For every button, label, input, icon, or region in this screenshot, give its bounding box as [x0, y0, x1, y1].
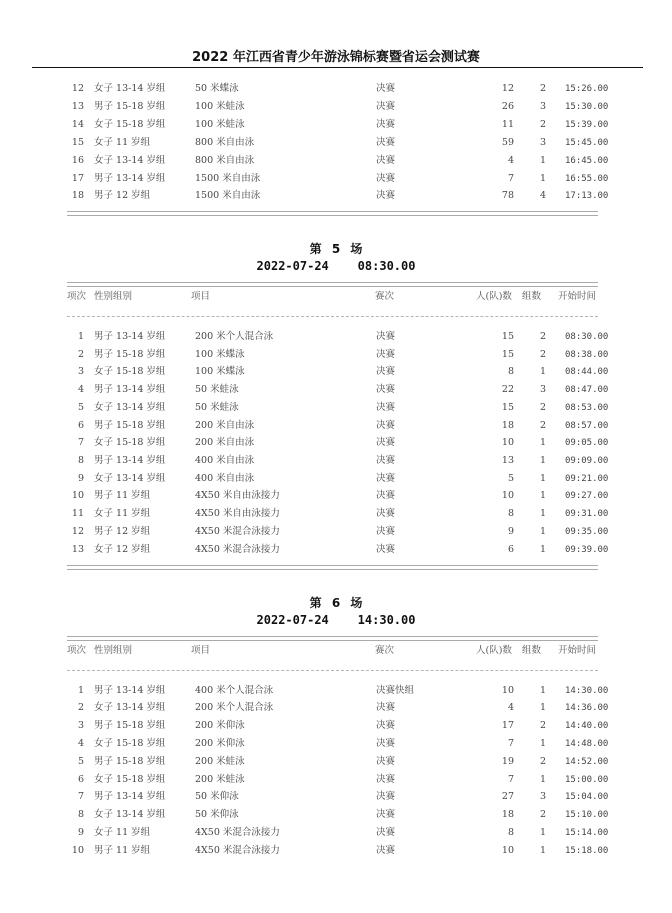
cell-event: 50 米蛙泳 — [195, 384, 239, 395]
table-row — [0, 346, 672, 364]
table-row — [0, 328, 672, 346]
cell-event: 4X50 米混合泳接力 — [195, 544, 280, 555]
cell-no: 17 — [71, 173, 84, 184]
cell-time: 08:44.00 — [565, 367, 609, 377]
cell-event: 50 米蝶泳 — [195, 83, 239, 94]
cell-group: 女子 15-18 岁组 — [94, 119, 166, 130]
cell-round: 决赛 — [376, 402, 396, 413]
section-separator — [67, 565, 598, 570]
cell-count: 17 — [501, 720, 514, 731]
cell-group: 女子 13-14 岁组 — [94, 473, 166, 484]
cell-count: 27 — [501, 791, 514, 802]
cell-round: 决赛 — [376, 101, 396, 112]
cell-no: 6 — [77, 420, 84, 431]
cell-no: 15 — [71, 137, 84, 148]
cell-time: 16:45.00 — [565, 156, 609, 166]
cell-event: 200 米个人混合泳 — [195, 702, 274, 713]
cell-event: 200 米仰泳 — [195, 720, 245, 731]
cell-group: 女子 13-14 岁组 — [94, 809, 166, 820]
table-row — [0, 771, 672, 789]
title-rule — [32, 67, 643, 68]
cell-no: 12 — [71, 83, 84, 94]
cell-count: 78 — [501, 190, 514, 201]
cell-heats: 1 — [539, 827, 546, 838]
table-row — [0, 98, 672, 116]
cell-no: 2 — [77, 349, 84, 360]
col-no: 项次 — [67, 291, 87, 302]
cell-event: 200 米蛙泳 — [195, 774, 245, 785]
cell-round: 决赛 — [376, 190, 396, 201]
col-count: 人(队)数 — [476, 291, 512, 302]
table-row — [0, 788, 672, 806]
cell-no: 5 — [77, 402, 84, 413]
cell-group: 女子 11 岁组 — [94, 508, 151, 519]
cell-group: 女子 12 岁组 — [94, 544, 151, 555]
session-date: 2022-07-24 — [256, 613, 329, 627]
cell-time: 15:26.00 — [565, 84, 609, 94]
cell-heats: 1 — [539, 437, 546, 448]
cell-heats: 3 — [539, 101, 546, 112]
cell-round: 决赛 — [376, 420, 396, 431]
cell-heats: 4 — [539, 190, 546, 201]
cell-group: 女子 13-14 岁组 — [94, 155, 166, 166]
cell-event: 50 米仰泳 — [195, 791, 239, 802]
cell-group: 男子 15-18 岁组 — [94, 756, 166, 767]
cell-no: 13 — [71, 101, 84, 112]
cell-count: 15 — [501, 402, 514, 413]
cell-event: 800 米自由泳 — [195, 155, 255, 166]
cell-no: 9 — [77, 473, 84, 484]
table-row — [0, 116, 672, 134]
cell-count: 9 — [507, 526, 514, 537]
cell-round: 决赛 — [376, 366, 396, 377]
cell-count: 10 — [501, 685, 514, 696]
col-time: 开始时间 — [558, 291, 597, 302]
cell-round: 决赛 — [376, 173, 396, 184]
table-row — [0, 452, 672, 470]
cell-group: 女子 15-18 岁组 — [94, 366, 166, 377]
cell-no: 13 — [71, 544, 84, 555]
cell-group: 男子 13-14 岁组 — [94, 685, 166, 696]
cell-round: 决赛 — [376, 845, 396, 856]
cell-heats: 3 — [539, 791, 546, 802]
cell-no: 7 — [77, 791, 84, 802]
cell-time: 09:21.00 — [565, 474, 609, 484]
session-start-time: 08:30.00 — [357, 259, 416, 273]
cell-event: 100 米蛙泳 — [195, 119, 245, 130]
table-row — [0, 434, 672, 452]
cell-no: 1 — [77, 685, 84, 696]
cell-round: 决赛 — [376, 702, 396, 713]
cell-event: 4X50 米自由泳接力 — [195, 490, 280, 501]
cell-event: 400 米自由泳 — [195, 455, 255, 466]
table-row — [0, 152, 672, 170]
table-row — [0, 735, 672, 753]
cell-count: 18 — [501, 420, 514, 431]
table-row — [0, 824, 672, 842]
cell-count: 4 — [507, 155, 514, 166]
col-round: 赛次 — [375, 645, 395, 656]
col-group: 性别组别 — [94, 291, 133, 302]
cell-count: 7 — [507, 173, 514, 184]
cell-event: 800 米自由泳 — [195, 137, 255, 148]
col-count: 人(队)数 — [476, 645, 512, 656]
cell-group: 男子 12 岁组 — [94, 190, 151, 201]
cell-count: 7 — [507, 774, 514, 785]
cell-time: 09:39.00 — [565, 545, 609, 555]
cell-no: 10 — [71, 490, 84, 501]
cell-time: 08:38.00 — [565, 350, 609, 360]
cell-round: 决赛 — [376, 331, 396, 342]
cell-group: 男子 11 岁组 — [94, 845, 151, 856]
cell-round: 决赛 — [376, 827, 396, 838]
cell-count: 11 — [501, 119, 514, 130]
cell-group: 男子 13-14 岁组 — [94, 791, 166, 802]
cell-count: 8 — [507, 827, 514, 838]
cell-count: 12 — [501, 83, 514, 94]
cell-no: 5 — [77, 756, 84, 767]
cell-heats: 1 — [539, 366, 546, 377]
cell-time: 09:05.00 — [565, 438, 609, 448]
table-row — [0, 842, 672, 860]
table-row — [0, 806, 672, 824]
cell-count: 7 — [507, 738, 514, 749]
cell-group: 女子 11 岁组 — [94, 137, 151, 148]
cell-no: 3 — [77, 366, 84, 377]
cell-no: 8 — [77, 809, 84, 820]
cell-no: 4 — [77, 738, 84, 749]
table-row — [0, 381, 672, 399]
table-row — [0, 399, 672, 417]
cell-no: 7 — [77, 437, 84, 448]
header-top-rule — [67, 636, 598, 641]
cell-time: 08:30.00 — [565, 332, 609, 342]
cell-round: 决赛 — [376, 137, 396, 148]
section-separator — [67, 211, 598, 216]
cell-time: 14:48.00 — [565, 739, 609, 749]
cell-event: 1500 米自由泳 — [195, 173, 261, 184]
cell-group: 男子 13-14 岁组 — [94, 173, 166, 184]
table-header — [0, 642, 672, 660]
cell-heats: 1 — [539, 544, 546, 555]
cell-heats: 2 — [539, 119, 546, 130]
cell-no: 12 — [71, 526, 84, 537]
cell-count: 4 — [507, 702, 514, 713]
cell-time: 08:53.00 — [565, 403, 609, 413]
cell-round: 决赛 — [376, 119, 396, 130]
cell-heats: 3 — [539, 384, 546, 395]
cell-group: 女子 13-14 岁组 — [94, 702, 166, 713]
table-row — [0, 363, 672, 381]
cell-event: 4X50 米自由泳接力 — [195, 508, 280, 519]
cell-time: 15:45.00 — [565, 138, 609, 148]
cell-event: 200 米蛙泳 — [195, 756, 245, 767]
cell-no: 4 — [77, 384, 84, 395]
col-heats: 组数 — [522, 291, 542, 302]
col-no: 项次 — [67, 645, 87, 656]
cell-round: 决赛 — [376, 756, 396, 767]
cell-time: 17:13.00 — [565, 191, 609, 201]
cell-time: 15:04.00 — [565, 792, 609, 802]
cell-no: 8 — [77, 455, 84, 466]
cell-event: 200 米自由泳 — [195, 420, 255, 431]
cell-heats: 2 — [539, 402, 546, 413]
col-group: 性别组别 — [94, 645, 133, 656]
cell-group: 男子 15-18 岁组 — [94, 720, 166, 731]
header-bottom-rule — [67, 670, 598, 671]
session-date: 2022-07-24 — [256, 259, 329, 273]
cell-heats: 1 — [539, 155, 546, 166]
cell-round: 决赛 — [376, 791, 396, 802]
col-round: 赛次 — [375, 291, 395, 302]
cell-heats: 1 — [539, 685, 546, 696]
cell-no: 14 — [71, 119, 84, 130]
cell-heats: 1 — [539, 173, 546, 184]
cell-event: 100 米蝶泳 — [195, 366, 245, 377]
cell-heats: 1 — [539, 455, 546, 466]
cell-round: 决赛 — [376, 83, 396, 94]
cell-count: 15 — [501, 331, 514, 342]
cell-round: 决赛快组 — [376, 685, 415, 696]
header-bottom-rule — [67, 316, 598, 317]
cell-heats: 2 — [539, 720, 546, 731]
cell-round: 决赛 — [376, 437, 396, 448]
session-title: 第 5 场 — [309, 242, 363, 256]
cell-heats: 1 — [539, 508, 546, 519]
cell-no: 10 — [71, 845, 84, 856]
cell-group: 男子 15-18 岁组 — [94, 101, 166, 112]
cell-no: 2 — [77, 702, 84, 713]
cell-count: 59 — [501, 137, 514, 148]
col-event: 项目 — [191, 645, 211, 656]
cell-count: 10 — [501, 437, 514, 448]
cell-count: 18 — [501, 809, 514, 820]
cell-group: 男子 13-14 岁组 — [94, 331, 166, 342]
cell-group: 男子 12 岁组 — [94, 526, 151, 537]
table-row — [0, 717, 672, 735]
cell-heats: 1 — [539, 702, 546, 713]
cell-round: 决赛 — [376, 738, 396, 749]
cell-round: 决赛 — [376, 473, 396, 484]
col-event: 项目 — [191, 291, 211, 302]
cell-event: 50 米蛙泳 — [195, 402, 239, 413]
cell-event: 1500 米自由泳 — [195, 190, 261, 201]
cell-heats: 1 — [539, 774, 546, 785]
cell-group: 女子 15-18 岁组 — [94, 738, 166, 749]
cell-count: 10 — [501, 845, 514, 856]
cell-count: 15 — [501, 349, 514, 360]
cell-heats: 2 — [539, 809, 546, 820]
cell-time: 14:30.00 — [565, 686, 609, 696]
cell-round: 决赛 — [376, 526, 396, 537]
cell-round: 决赛 — [376, 774, 396, 785]
cell-group: 男子 13-14 岁组 — [94, 455, 166, 466]
cell-group: 女子 13-14 岁组 — [94, 402, 166, 413]
table-row — [0, 134, 672, 152]
table-row — [0, 417, 672, 435]
session-title: 第 6 场 — [309, 596, 363, 610]
cell-count: 8 — [507, 366, 514, 377]
cell-group: 女子 15-18 岁组 — [94, 437, 166, 448]
cell-time: 08:47.00 — [565, 385, 609, 395]
cell-event: 4X50 米混合泳接力 — [195, 845, 280, 856]
cell-round: 决赛 — [376, 544, 396, 555]
cell-time: 14:36.00 — [565, 703, 609, 713]
cell-time: 09:27.00 — [565, 491, 609, 501]
cell-count: 5 — [507, 473, 514, 484]
cell-heats: 2 — [539, 331, 546, 342]
cell-heats: 3 — [539, 137, 546, 148]
table-row — [0, 753, 672, 771]
cell-event: 50 米仰泳 — [195, 809, 239, 820]
cell-time: 15:39.00 — [565, 120, 609, 130]
cell-round: 决赛 — [376, 809, 396, 820]
cell-round: 决赛 — [376, 384, 396, 395]
cell-time: 15:10.00 — [565, 810, 609, 820]
cell-time: 15:14.00 — [565, 828, 609, 838]
table-row — [0, 523, 672, 541]
table-row — [0, 487, 672, 505]
table-row — [0, 80, 672, 98]
cell-no: 16 — [71, 155, 84, 166]
cell-event: 400 米自由泳 — [195, 473, 255, 484]
cell-time: 09:35.00 — [565, 527, 609, 537]
col-time: 开始时间 — [558, 645, 597, 656]
cell-no: 9 — [77, 827, 84, 838]
cell-heats: 2 — [539, 420, 546, 431]
cell-time: 14:52.00 — [565, 757, 609, 767]
cell-count: 26 — [501, 101, 514, 112]
cell-count: 22 — [501, 384, 514, 395]
cell-group: 女子 13-14 岁组 — [94, 83, 166, 94]
cell-time: 09:09.00 — [565, 456, 609, 466]
cell-no: 1 — [77, 331, 84, 342]
cell-group: 男子 13-14 岁组 — [94, 384, 166, 395]
cell-group: 女子 15-18 岁组 — [94, 774, 166, 785]
cell-event: 4X50 米混合泳接力 — [195, 827, 280, 838]
cell-event: 4X50 米混合泳接力 — [195, 526, 280, 537]
cell-event: 200 米仰泳 — [195, 738, 245, 749]
cell-group: 男子 11 岁组 — [94, 490, 151, 501]
document-title: 2022 年江西省青少年游泳锦标赛暨省运会测试赛 — [192, 50, 480, 65]
cell-count: 8 — [507, 508, 514, 519]
table-row — [0, 470, 672, 488]
cell-round: 决赛 — [376, 349, 396, 360]
cell-count: 6 — [507, 544, 514, 555]
cell-count: 13 — [501, 455, 514, 466]
cell-round: 决赛 — [376, 490, 396, 501]
cell-event: 100 米蛙泳 — [195, 101, 245, 112]
cell-heats: 1 — [539, 490, 546, 501]
cell-time: 09:31.00 — [565, 509, 609, 519]
col-heats: 组数 — [522, 645, 542, 656]
cell-time: 14:40.00 — [565, 721, 609, 731]
cell-count: 10 — [501, 490, 514, 501]
table-row — [0, 187, 672, 205]
cell-heats: 1 — [539, 845, 546, 856]
cell-group: 男子 15-18 岁组 — [94, 349, 166, 360]
session-datetime — [0, 259, 672, 273]
cell-event: 100 米蝶泳 — [195, 349, 245, 360]
cell-heats: 2 — [539, 756, 546, 767]
cell-time: 15:00.00 — [565, 775, 609, 785]
cell-heats: 2 — [539, 349, 546, 360]
cell-heats: 1 — [539, 526, 546, 537]
cell-round: 决赛 — [376, 508, 396, 519]
table-row — [0, 170, 672, 188]
cell-heats: 2 — [539, 83, 546, 94]
cell-no: 3 — [77, 720, 84, 731]
cell-count: 19 — [501, 756, 514, 767]
table-row — [0, 682, 672, 700]
cell-no: 18 — [71, 190, 84, 201]
table-row — [0, 505, 672, 523]
cell-no: 11 — [71, 508, 84, 519]
header-top-rule — [67, 282, 598, 287]
cell-round: 决赛 — [376, 720, 396, 731]
session-datetime — [0, 613, 672, 627]
cell-time: 15:30.00 — [565, 102, 609, 112]
cell-event: 400 米个人混合泳 — [195, 685, 274, 696]
table-header — [0, 288, 672, 306]
cell-event: 200 米个人混合泳 — [195, 331, 274, 342]
cell-round: 决赛 — [376, 155, 396, 166]
cell-no: 6 — [77, 774, 84, 785]
table-row — [0, 699, 672, 717]
cell-time: 15:18.00 — [565, 846, 609, 856]
cell-time: 16:55.00 — [565, 174, 609, 184]
cell-heats: 1 — [539, 473, 546, 484]
cell-heats: 1 — [539, 738, 546, 749]
cell-group: 女子 11 岁组 — [94, 827, 151, 838]
cell-group: 男子 15-18 岁组 — [94, 420, 166, 431]
cell-round: 决赛 — [376, 455, 396, 466]
cell-event: 200 米自由泳 — [195, 437, 255, 448]
session-start-time: 14:30.00 — [357, 613, 416, 627]
cell-time: 08:57.00 — [565, 421, 609, 431]
table-row — [0, 541, 672, 559]
